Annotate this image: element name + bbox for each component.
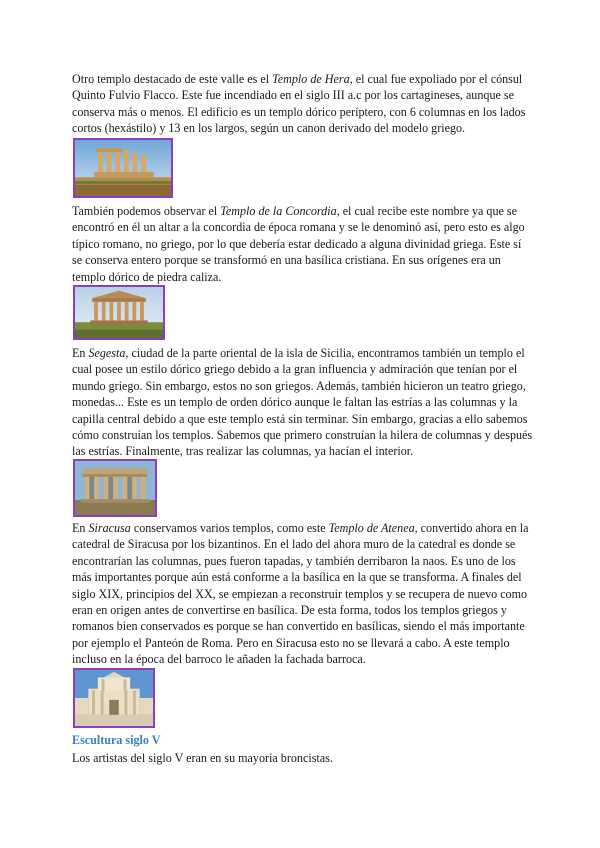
- paragraph-hera: [72, 71, 534, 137]
- temple-name: Templo de la Concordia: [220, 204, 337, 218]
- photo-temple-of-concordia: [73, 285, 165, 340]
- text: , el cual fue expoliado por el cónsul Quinto Fulvio Flacco. Este fue incendiado en el siglo III a.c por los cartagineses, aunque se conserva más o menos. El edificio es un templo dórico períptero, con 6 columnas en los lados cortos (hexástilo) y 13 en los largos, según un canon derivado del modelo griego.: [72, 72, 526, 136]
- temple-name: Templo de Atenea: [328, 521, 415, 535]
- text: , convertido ahora en la catedral de Siracusa por los bizantinos. En el lado del ahora muro de la catedral es donde se encontrarían las columnas, pues fueron tapadas, y también derribaron la naos. Es uno de los más importantes porque aún está conforme a la basílica en la que se transforma. A finales del siglo XIX, principios del XX, se empiezan a reconstruir templos y se recupera de nuevo como eran en origen antes de convertirse en basílica. De esta forma, todos los templos griegos y romanos bien conservados es porque se han convertido en basílicas, siendo el más importante por ejemplo el Panteón de Roma. Pero en Siracusa esto no se llevará a cabo. A este templo incluso en la época del barroco le añaden la fachada barroca.: [72, 521, 529, 667]
- section-heading-escultura: Escultura siglo V: [72, 733, 161, 747]
- paragraph-segesta: [72, 345, 534, 460]
- text: Otro templo destacado de este valle es el: [72, 72, 273, 86]
- text: En: [72, 521, 89, 535]
- paragraph-siracusa: [72, 520, 534, 668]
- text: , el cual recibe este nombre ya que se encontró en él un altar a la concordia de época romana y se le denominó así, pero esto es algo típico romano, no griego, por lo que debería estar dedicado a alguna divinidad griega. Este sí se conserva entero porque se transformó en una basílica cristiana. En sus orígenes era un templo dórico de piedra caliza.: [72, 204, 525, 284]
- text: , ciudad de la parte oriental de la isla de Sicilia, encontramos también un templo el cual posee un estilo dórico griego debido a la gran influencia y admiración que tenían por el mundo griego. Sin embargo, estos no son griegos. Además, también hicieron un teatro griego, monedas... Este es un templo de orden dórico aunque le faltan las estrías a las columnas y la capilla central debido a que este templo está sin terminar. Sin embargo, gracias a ello sabemos cómo construían los templos. Sabemos que primero construían la hilera de columnas y después las estrías. Finalmente, tras realizar las columnas, ya hacían el interior.: [72, 346, 533, 459]
- text: También podemos observar el: [72, 204, 221, 218]
- place-name: Segesta: [88, 346, 126, 360]
- paragraph-concordia: [72, 203, 534, 285]
- temple-name: Templo de Hera: [272, 72, 350, 86]
- photo-temple-of-segesta: [73, 459, 157, 517]
- photo-cathedral-of-siracusa: [73, 668, 155, 728]
- photo-temple-of-hera: [73, 138, 173, 198]
- paragraph-escultura: Los artistas del siglo V eran en su mayoría broncistas.: [72, 751, 333, 765]
- text: conservamos varios templos, como este: [130, 521, 329, 535]
- text: En: [72, 346, 89, 360]
- place-name: Siracusa: [88, 521, 131, 535]
